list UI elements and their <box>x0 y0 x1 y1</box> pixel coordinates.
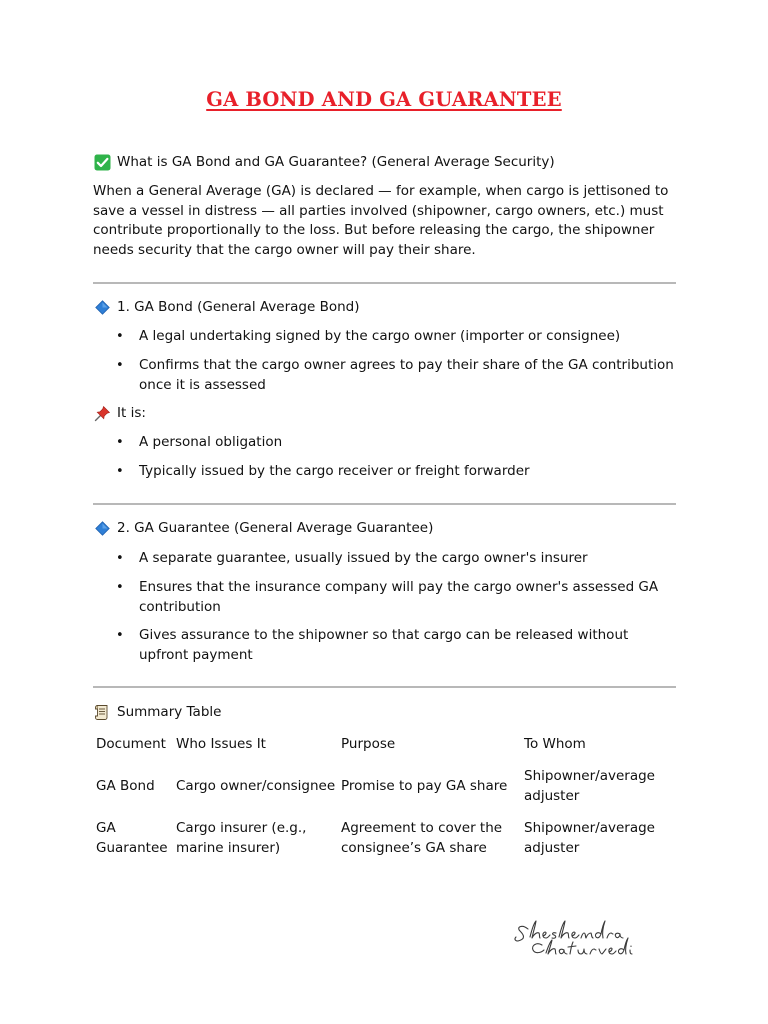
bullet-dot: • <box>116 358 124 373</box>
table-header-cell: Who Issues It <box>176 736 266 752</box>
scroll-icon <box>93 703 111 721</box>
section1-subheading <box>93 404 146 422</box>
check-mark-button-icon <box>93 153 111 171</box>
summary-heading-text: Summary Table <box>117 704 222 720</box>
table-header-cell: To Whom <box>524 736 586 752</box>
list-item <box>116 327 676 347</box>
table-cell: Cargo insurer (e.g., marine insurer) <box>176 820 307 856</box>
bullet-dot: • <box>116 329 124 344</box>
bullet-dot: • <box>116 580 124 595</box>
list-item <box>116 462 676 482</box>
section2-heading <box>93 519 433 537</box>
list-item <box>116 433 676 453</box>
table-cell: GA Guarantee <box>96 820 168 856</box>
table-header-cell: Purpose <box>341 736 396 752</box>
list-item-text: Gives assurance to the shipowner so that cargo can be released without upfront payment <box>139 627 629 663</box>
list-item <box>116 578 676 617</box>
intro-paragraph: When a General Average (GA) is declared — for example, when cargo is jettisoned to save a vessel in distress — all parties involved (shipowner, cargo owners, etc.) must contribute proportionally to the loss. But before releasing the cargo, the shipowner needs security that the cargo owner will pay their share. <box>93 183 669 258</box>
section1-heading <box>93 298 360 316</box>
page-title: GA BOND AND GA GUARANTEE <box>206 88 562 111</box>
list-item-text: Confirms that the cargo owner agrees to pay their share of the GA contribution once it is assessed <box>139 357 674 393</box>
section2-heading-text: 2. GA Guarantee (General Average Guarantee) <box>117 520 434 536</box>
list-item <box>116 549 676 569</box>
divider <box>93 282 676 284</box>
bullet-dot: • <box>116 464 124 479</box>
table-cell: Promise to pay GA share <box>341 778 508 794</box>
handwritten-signature <box>512 915 652 959</box>
table-cell: Cargo owner/consignee <box>176 778 336 794</box>
section1-subheading-text: It is: <box>117 405 146 421</box>
table-header-cell: Document <box>96 736 166 752</box>
blue-diamond-icon <box>93 519 111 537</box>
pushpin-icon <box>93 404 111 422</box>
list-item-text: A separate guarantee, usually issued by the cargo owner's insurer <box>139 550 588 566</box>
intro-heading-text: What is GA Bond and GA Guarantee? (General Average Security) <box>117 154 555 170</box>
bullet-dot: • <box>116 551 124 566</box>
section1-heading-text: 1. GA Bond (General Average Bond) <box>117 299 360 315</box>
divider <box>93 686 676 688</box>
table-cell: Shipowner/average adjuster <box>524 768 655 804</box>
bullet-dot: • <box>116 435 124 450</box>
table-cell: Shipowner/average adjuster <box>524 820 655 856</box>
intro-heading <box>93 153 555 171</box>
list-item-text: Ensures that the insurance company will pay the cargo owner's assessed GA contribution <box>139 579 659 615</box>
table-cell: Agreement to cover the consignee’s GA share <box>341 820 503 856</box>
list-item-text: Typically issued by the cargo receiver or freight forwarder <box>139 463 530 479</box>
table-cell: GA Bond <box>96 778 155 794</box>
blue-diamond-icon <box>93 298 111 316</box>
list-item <box>116 626 676 665</box>
list-item <box>116 356 676 395</box>
list-item-text: A personal obligation <box>139 434 283 450</box>
bullet-dot: • <box>116 628 124 643</box>
summary-heading <box>93 703 221 721</box>
divider <box>93 503 676 505</box>
list-item-text: A legal undertaking signed by the cargo owner (importer or consignee) <box>139 328 621 344</box>
